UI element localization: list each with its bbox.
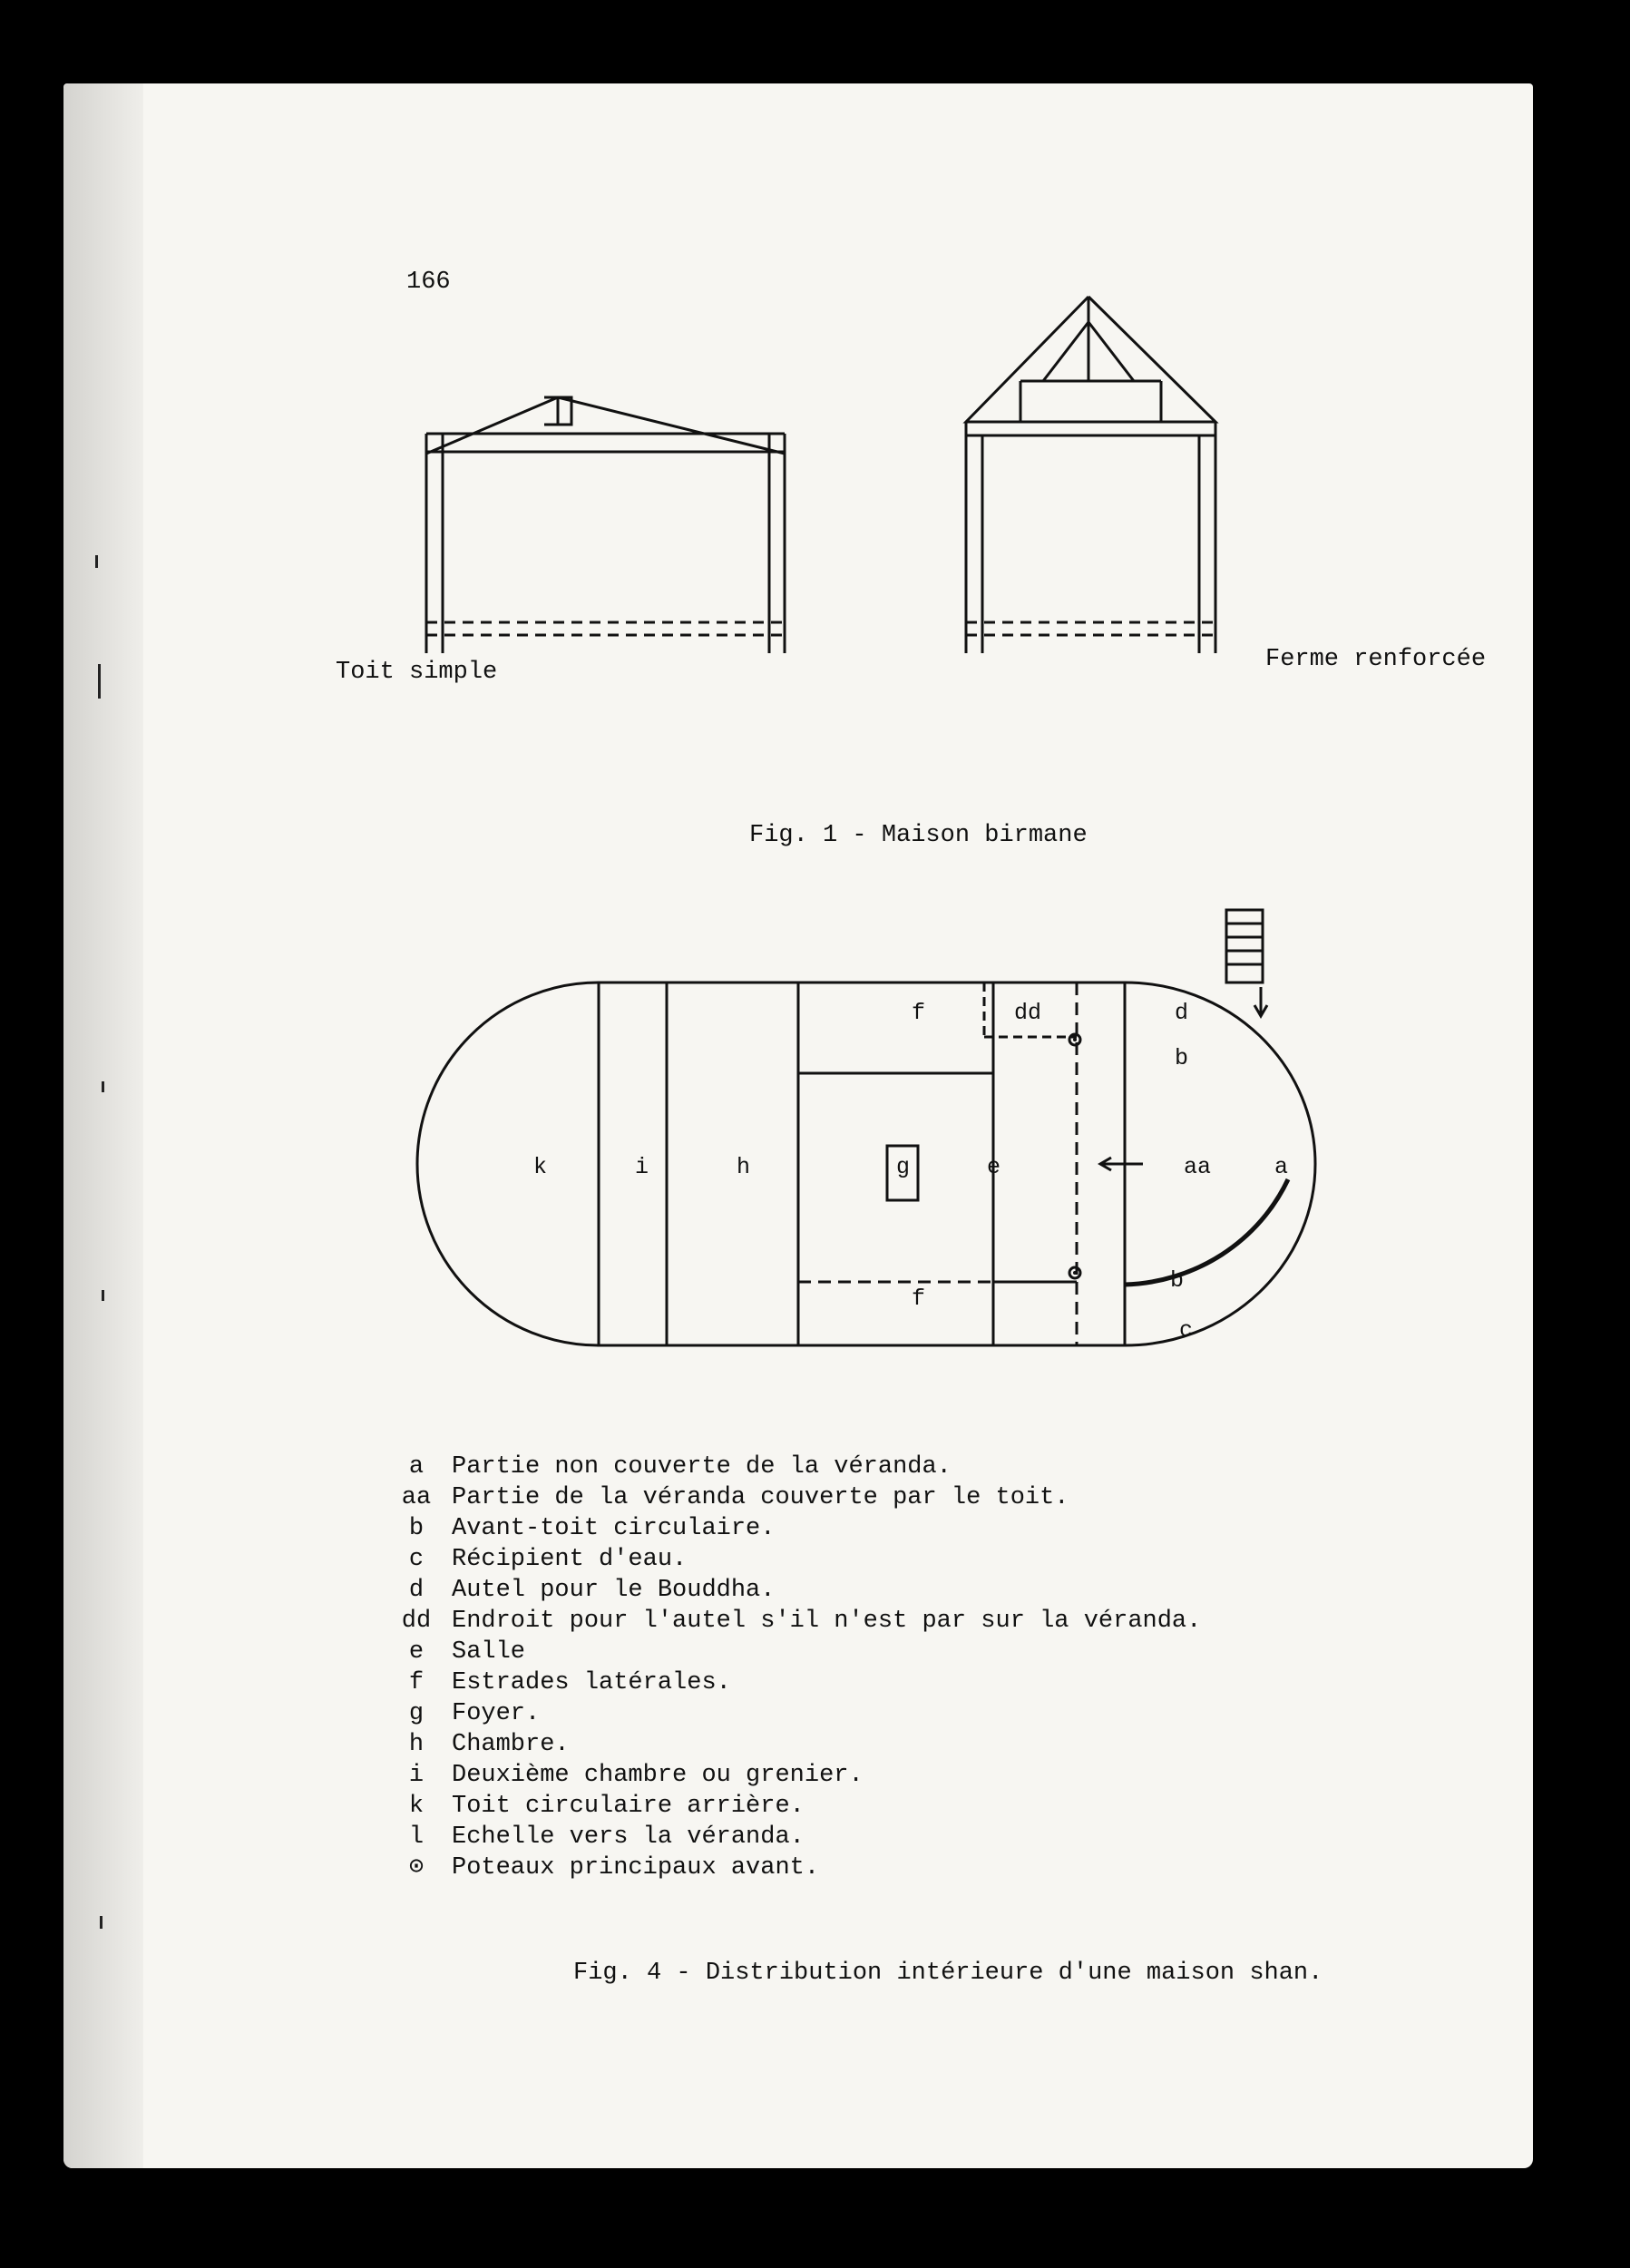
room-label-f-top: f (912, 1000, 926, 1026)
page-number: 166 (406, 269, 451, 296)
legend-item: e Salle (408, 1638, 526, 1666)
legend-item: ⊙ Poteaux principaux avant. (408, 1854, 820, 1882)
simple-roof-house (426, 397, 785, 653)
legend-item: dd Endroit pour l'autel s'il n'est par sur la véranda. (401, 1608, 1202, 1635)
legend-item: i Deuxième chambre ou grenier. (408, 1762, 864, 1789)
room-label-g: g (896, 1154, 911, 1180)
legend-item: b Avant-toit circulaire. (408, 1515, 776, 1542)
legend-item: d Autel pour le Bouddha. (408, 1577, 776, 1604)
room-label-d: d (1175, 1000, 1189, 1026)
room-label-aa: aa (1184, 1154, 1212, 1180)
legend-item: h Chambre. (408, 1731, 570, 1758)
legend-item: aa Partie de la véranda couverte par le toit. (401, 1484, 1069, 1511)
legend-item: c Récipient d'eau. (408, 1546, 688, 1573)
room-label-k: k (533, 1154, 548, 1180)
room-label-e: e (987, 1154, 1001, 1180)
room-label-b-top: b (1175, 1045, 1189, 1071)
legend-item: a Partie non couverte de la véranda. (408, 1453, 952, 1481)
label-simple-roof: Toit simple (336, 659, 498, 686)
room-label-dd: dd (1014, 1000, 1042, 1026)
legend-item: f Estrades latérales. (408, 1669, 731, 1696)
room-label-i: i (635, 1154, 649, 1180)
reinforced-truss-house (966, 297, 1215, 653)
room-label-a: a (1274, 1154, 1289, 1180)
legend-item: l Echelle vers la véranda. (408, 1823, 805, 1851)
room-label-h: h (737, 1154, 751, 1180)
legend-item: g Foyer. (408, 1700, 541, 1727)
figure4-caption: Fig. 4 - Distribution intérieure d'une maison shan. (573, 1960, 1323, 1987)
figure1-caption: Fig. 1 - Maison birmane (749, 822, 1088, 849)
legend-item: k Toit circulaire arrière. (408, 1793, 805, 1820)
room-label-b-bottom: b (1170, 1267, 1185, 1294)
room-label-c: c (1179, 1317, 1194, 1344)
figure4-legend (381, 1452, 1201, 1883)
label-reinforced-truss: Ferme renforcée (1265, 646, 1487, 673)
room-label-f-bottom: f (912, 1286, 926, 1312)
